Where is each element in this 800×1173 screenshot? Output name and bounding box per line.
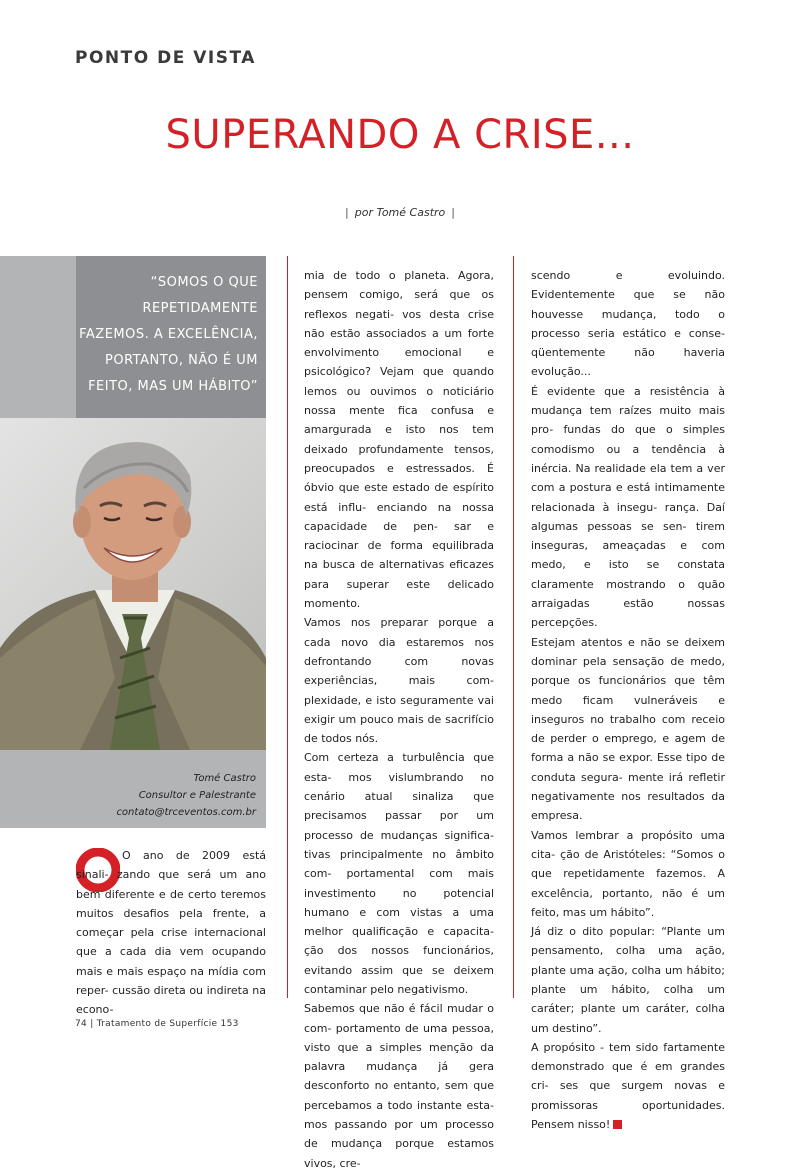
pull-quote-line: REPETIDAMENTE	[142, 301, 258, 316]
article-paragraph: mia de todo o planeta. Agora, pensem comigo, será que os reflexos negati- vos desta crise não estão associados a um forte envolvimento emocional e psicológico? Vejam que quando lemos ou ouvimos o noticiário nossa mente fica confusa e amargurada e isto nos tem deixado profundamente tensos, preocupados e estressados. É óbvio que este estado de espírito está influ- enciando na nossa capacidade de pen- sar e raciocinar de forma equilibrada na busca de alternativas eficazes para superar este delicado momento.	[304, 269, 494, 611]
author-email: contato@trceventos.com.br	[116, 807, 256, 818]
page-folio: 74 | Tratamento de Superfície 153	[75, 1019, 239, 1029]
author-role: Consultor e Palestrante	[138, 790, 256, 801]
author-name: Tomé Castro	[193, 773, 256, 784]
article-closing-text: A propósito - tem sido fartamente demonstrado que é em grandes cri- ses que surgem novas e promissoras oportunidades. Pensem nisso!	[531, 1040, 725, 1132]
pull-quote	[76, 256, 266, 418]
article-paragraph: O ano de 2009 está sinali- zando que será um ano bem diferente e de certo teremos muitos desafios pela frente, a começar pela crise internacional que a cada dia vem ocupando mais e mais espaço na mídia com reper- cussão direta ou indireta na econo-	[76, 849, 266, 1017]
article-paragraph: Sabemos que não é fácil mudar o com- portamento de uma pessoa, visto que a simples menção da palavra mudança já gera desconforto no entanto, sem que percebamos a todo instante esta- mos passando por um processo de mudança porque estamos vivos, cre-	[304, 1002, 494, 1170]
author-caption	[0, 770, 256, 821]
author-portrait-illustration	[0, 418, 266, 750]
article-title: SUPERANDO A CRISE...	[165, 112, 635, 158]
article-paragraph	[531, 1038, 725, 1134]
article-column-2	[304, 266, 494, 1173]
section-label: PONTO DE VISTA	[75, 48, 256, 68]
author-panel	[0, 256, 266, 828]
byline-divider-right: |	[451, 206, 455, 219]
pull-quote-text	[76, 270, 258, 400]
column-rule	[287, 256, 288, 998]
byline	[0, 206, 800, 219]
article-paragraph: Vamos lembrar a propósito uma cita- ção de Aristóteles: “Somos o que repetidamente fazemos. A excelência, portanto, não é um feito, mas um hábito”.	[531, 828, 725, 919]
byline-divider-left: |	[345, 206, 349, 219]
pull-quote-line: PORTANTO, NÃO É UM	[105, 353, 258, 368]
pull-quote-line: “SOMOS O QUE	[150, 275, 258, 290]
pull-quote-line: FEITO, MAS UM HÁBITO”	[88, 379, 258, 394]
end-mark-icon	[613, 1120, 622, 1129]
article-column-3	[531, 266, 725, 1134]
article-paragraph: Estejam atentos e não se deixem dominar pela sensação de medo, porque os funcionários que têm medo ficam vulneráveis e inseguros no trabalho com receio de perder o emprego, e agem de forma a não se expor. Esse tipo de conduta segura- mente irá refletir negativamente nos resultados da empresa.	[531, 635, 725, 823]
byline-author: por Tomé Castro	[354, 206, 446, 219]
article-paragraph: Com certeza a turbulência que esta- mos vislumbrando no cenário atual sinaliza que precisamos passar por um processo de mudanças significa- tivas principalmente no âmbito com- portamental com mais investimento no potencial humano e com vistas a uma melhor qualificação e capacita- ção dos nossos funcionários, evitando assim que se deixem contaminar pelo negativismo.	[304, 751, 494, 996]
author-photo	[0, 418, 266, 750]
article-paragraph: Vamos nos preparar porque a cada novo dia estaremos nos defrontando com novas experiências, mais com- plexidade, e isto seguramente vai exigir um pouco mais de sacrifício de todos nós.	[304, 616, 494, 746]
article-paragraph: scendo e evoluindo. Evidentemente que se não houvesse mudança, todo o processo seria estático e conse- qüentemente não haveria evolução...	[531, 269, 725, 379]
article-paragraph: É evidente que a resistência à mudança tem raízes muito mais pro- fundas do que o simples comodismo ou a tendência à inércia. Na realidade ela tem a ver com a postura e está intimamente relacionada à insegu- rança. Daí algumas pessoas se sen- tirem inseguras, ameaçadas e com medo, e isto se constata claramente mostrando o quão arraigadas estão nossas percepções.	[531, 384, 725, 630]
pull-quote-line: FAZEMOS. A EXCELÊNCIA,	[79, 327, 258, 342]
article-paragraph: Já diz o dito popular: “Plante um pensamento, colha uma ação, plante uma ação, colha um hábito; plante um hábito, colha um caráter; plante um caráter, colha um destino”.	[531, 925, 725, 1035]
column-rule	[513, 256, 514, 998]
article-column-1	[76, 846, 266, 1020]
